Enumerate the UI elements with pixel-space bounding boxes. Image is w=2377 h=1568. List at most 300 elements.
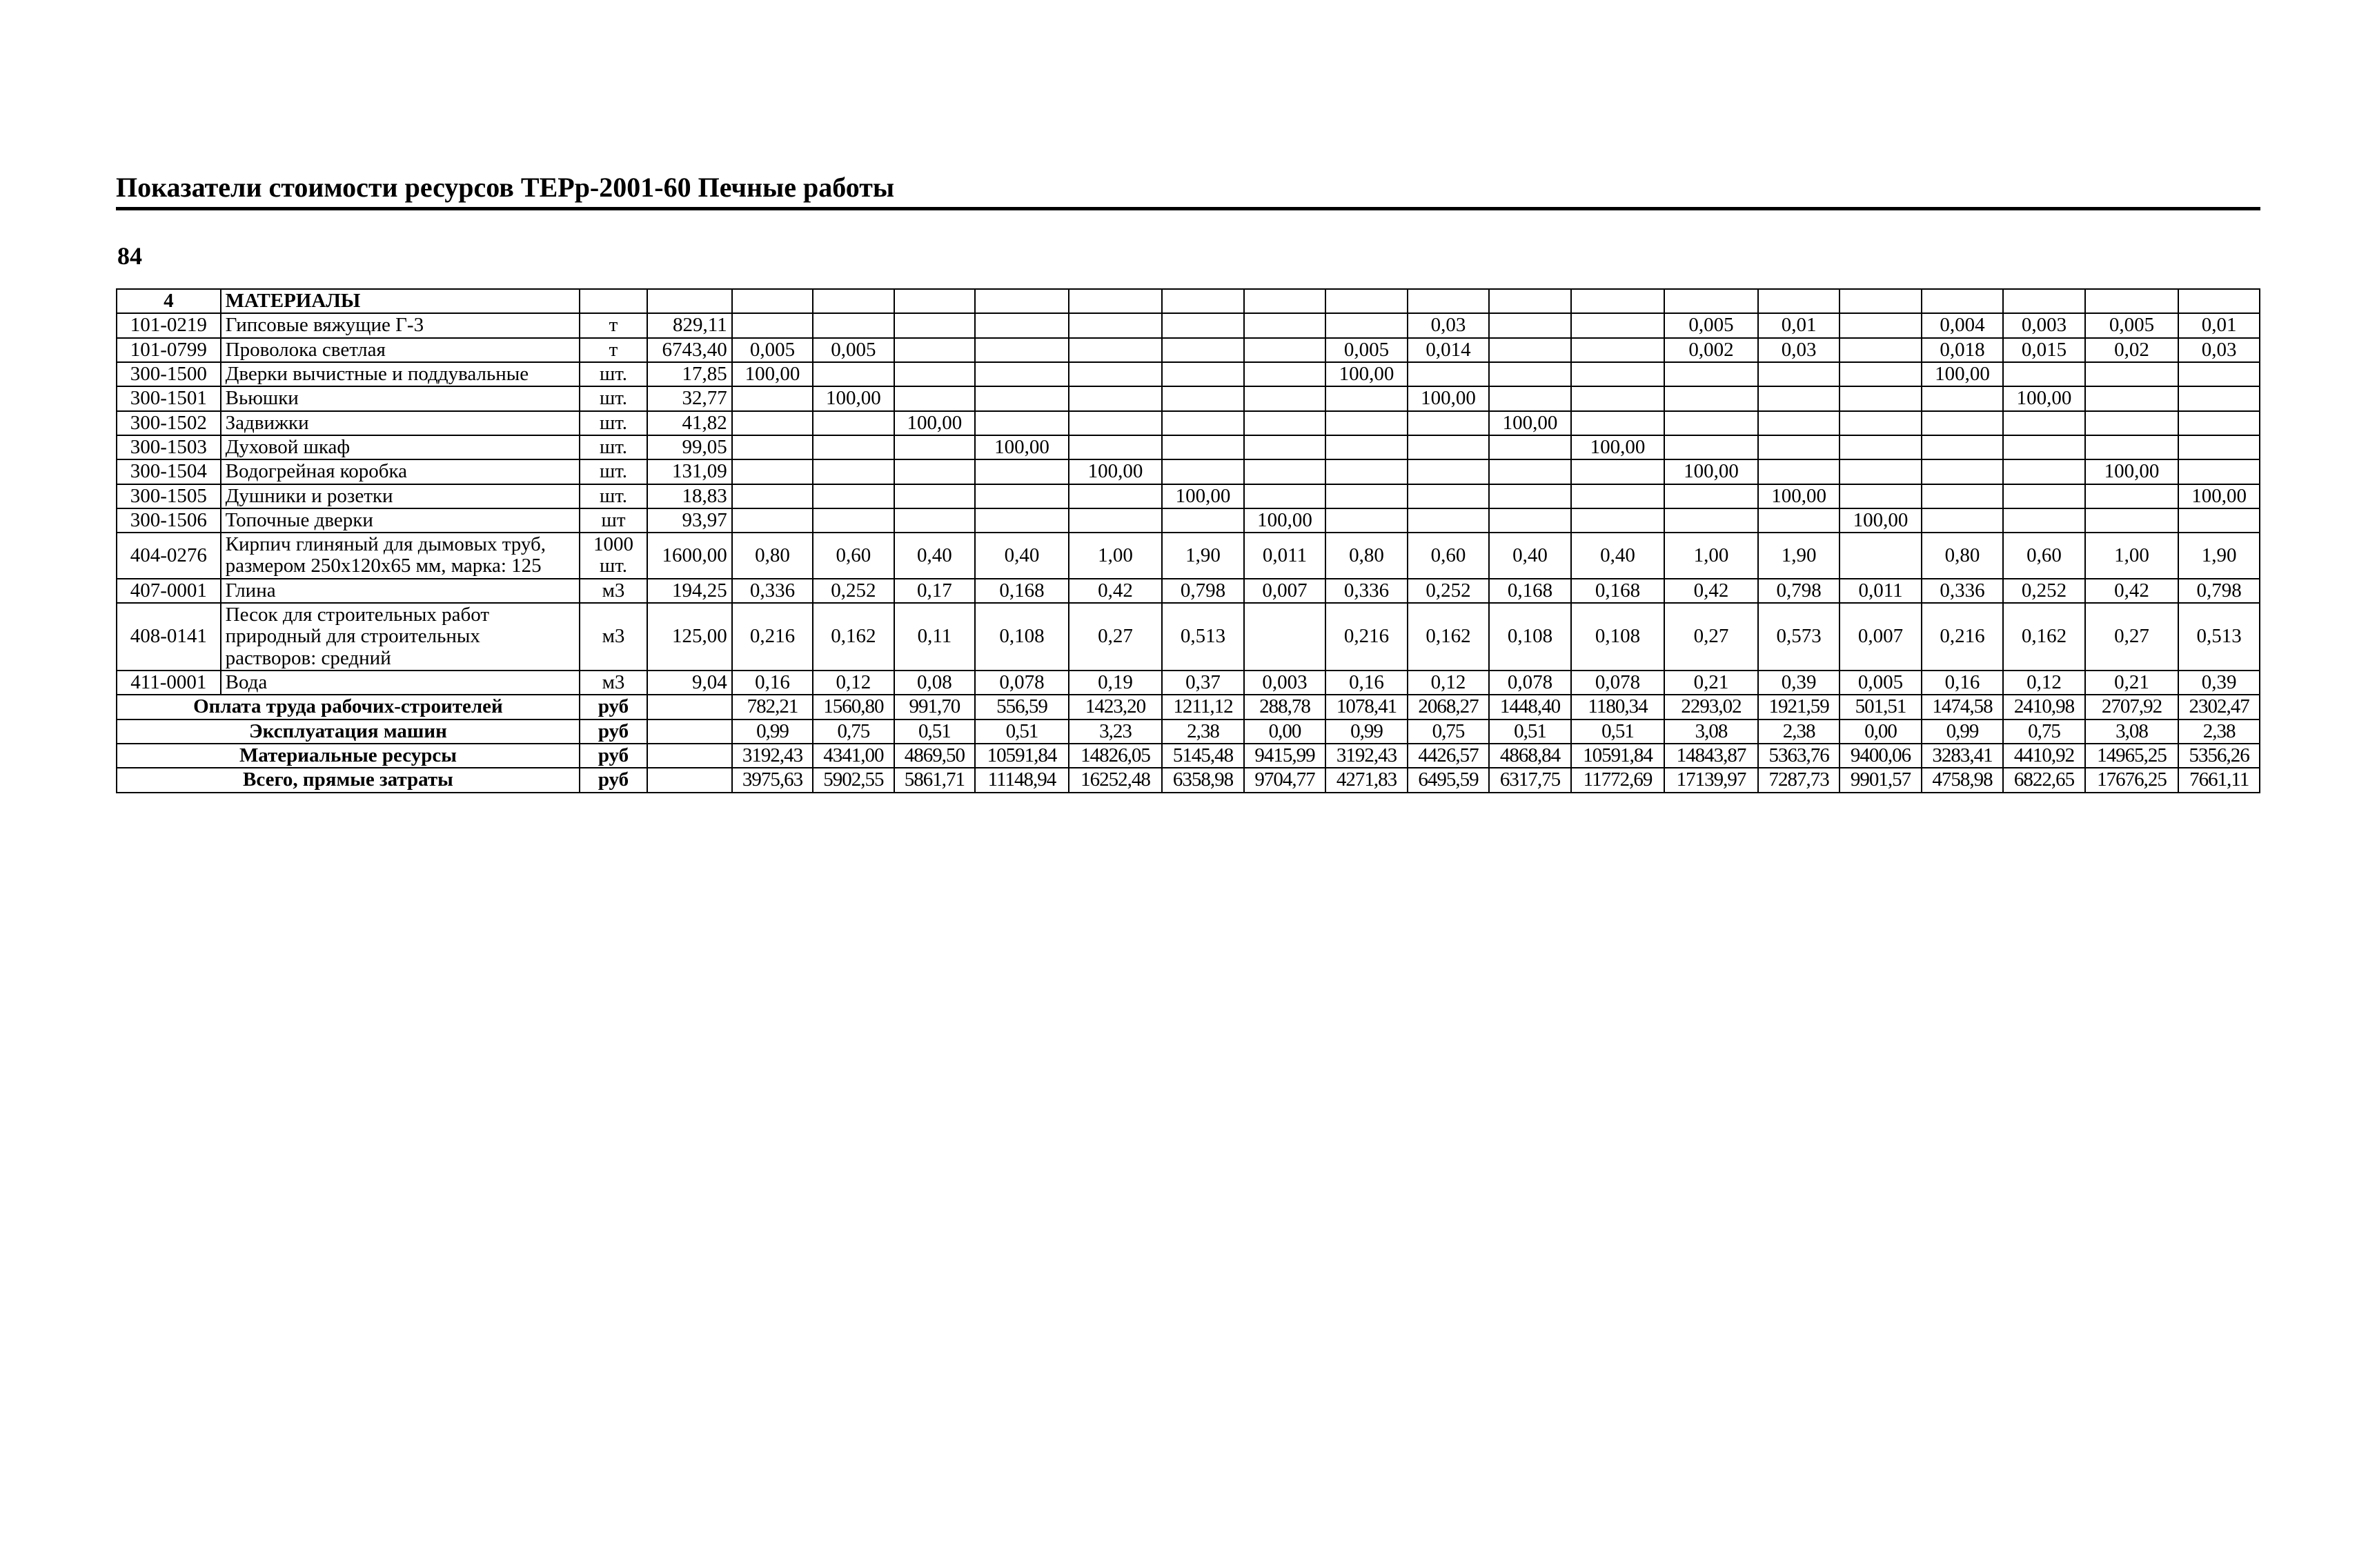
totals-value: 0,51 [975, 720, 1069, 744]
norm-value: 0,003 [1244, 671, 1325, 695]
totals-unit: руб [580, 720, 647, 744]
norm-value [975, 508, 1069, 533]
norm-value: 0,252 [813, 579, 894, 603]
totals-value: 7287,73 [1758, 768, 1840, 792]
norm-value: 100,00 [1922, 362, 2003, 386]
norm-value [1664, 386, 1758, 410]
totals-value: 10591,84 [1571, 744, 1665, 768]
norm-value [1571, 459, 1665, 484]
norm-value [1244, 338, 1325, 362]
norm-value: 0,03 [2178, 338, 2260, 362]
norm-value: 0,162 [1408, 603, 1489, 671]
totals-value: 288,78 [1244, 695, 1325, 719]
norm-value [1489, 362, 1570, 386]
norm-value [2178, 435, 2260, 459]
resource-unit: шт. [580, 484, 647, 508]
totals-value: 1180,34 [1571, 695, 1665, 719]
norm-value [1244, 435, 1325, 459]
totals-value: 0,51 [894, 720, 975, 744]
totals-value: 5861,71 [894, 768, 975, 792]
norm-value [1408, 362, 1489, 386]
norm-value [1489, 508, 1570, 533]
norm-value: 0,21 [2085, 671, 2179, 695]
norm-value: 100,00 [1571, 435, 1665, 459]
norm-value: 0,014 [1408, 338, 1489, 362]
resource-cost-table [116, 288, 2260, 793]
norm-value [1489, 338, 1570, 362]
norm-value: 0,40 [1571, 533, 1665, 579]
norm-value: 0,005 [2085, 313, 2179, 337]
table-body [117, 289, 2260, 793]
norm-value: 0,40 [894, 533, 975, 579]
norm-value: 0,798 [2178, 579, 2260, 603]
norm-value: 0,252 [1408, 579, 1489, 603]
norm-value: 0,216 [1325, 603, 1407, 671]
resource-code: 404-0276 [117, 533, 221, 579]
norm-value: 100,00 [813, 386, 894, 410]
norm-value [813, 459, 894, 484]
totals-value: 4271,83 [1325, 768, 1407, 792]
norm-value: 0,40 [975, 533, 1069, 579]
norm-value: 0,216 [1922, 603, 2003, 671]
resource-name: Топочные дверки [221, 508, 580, 533]
norm-value: 100,00 [1069, 459, 1163, 484]
totals-value: 14965,25 [2085, 744, 2179, 768]
norm-value [1162, 508, 1243, 533]
table-row [117, 386, 2260, 410]
norm-value: 0,015 [2003, 338, 2084, 362]
totals-value: 9415,99 [1244, 744, 1325, 768]
norm-value: 0,40 [1489, 533, 1570, 579]
norm-value: 100,00 [1325, 362, 1407, 386]
resource-code: 300-1506 [117, 508, 221, 533]
norm-value [2178, 459, 2260, 484]
totals-unit: руб [580, 695, 647, 719]
totals-value: 3,08 [1664, 720, 1758, 744]
norm-value [1325, 313, 1407, 337]
norm-value [1840, 533, 1921, 579]
norm-value [1408, 484, 1489, 508]
norm-value [975, 386, 1069, 410]
norm-value: 100,00 [732, 362, 813, 386]
totals-value: 0,75 [1408, 720, 1489, 744]
norm-value [1325, 435, 1407, 459]
totals-label: Материальные ресурсы [117, 744, 580, 768]
resource-code: 300-1500 [117, 362, 221, 386]
totals-value: 4426,57 [1408, 744, 1489, 768]
totals-value: 16252,48 [1069, 768, 1163, 792]
norm-value: 0,004 [1922, 313, 2003, 337]
norm-value: 0,80 [1922, 533, 2003, 579]
totals-label: Всего, прямые затраты [117, 768, 580, 792]
norm-value: 0,60 [1408, 533, 1489, 579]
totals-value: 0,99 [732, 720, 813, 744]
totals-value: 5902,55 [813, 768, 894, 792]
norm-value: 0,42 [1069, 579, 1163, 603]
norm-value [1664, 362, 1758, 386]
norm-value: 0,108 [975, 603, 1069, 671]
norm-value [813, 313, 894, 337]
norm-value: 100,00 [1758, 484, 1840, 508]
norm-value [975, 313, 1069, 337]
norm-value: 0,336 [732, 579, 813, 603]
norm-value [1244, 603, 1325, 671]
totals-value: 4868,84 [1489, 744, 1570, 768]
norm-value: 100,00 [2085, 459, 2179, 484]
norm-value: 0,03 [1758, 338, 1840, 362]
norm-value: 0,168 [1489, 579, 1570, 603]
norm-value [1325, 411, 1407, 435]
totals-value: 6822,65 [2003, 768, 2084, 792]
norm-value [2178, 362, 2260, 386]
norm-value [1244, 411, 1325, 435]
norm-value [1840, 435, 1921, 459]
norm-value: 0,03 [1408, 313, 1489, 337]
norm-value [1489, 313, 1570, 337]
totals-value: 7661,11 [2178, 768, 2260, 792]
norm-value: 0,108 [1571, 603, 1665, 671]
totals-row [117, 744, 2260, 768]
norm-value: 1,90 [1758, 533, 1840, 579]
norm-value: 0,007 [1840, 603, 1921, 671]
norm-value: 0,018 [1922, 338, 2003, 362]
norm-value: 0,08 [894, 671, 975, 695]
totals-row [117, 720, 2260, 744]
norm-value: 100,00 [1489, 411, 1570, 435]
norm-value [2003, 459, 2084, 484]
norm-value: 0,01 [1758, 313, 1840, 337]
totals-value: 1423,20 [1069, 695, 1163, 719]
totals-empty-price [647, 744, 732, 768]
norm-value [1571, 508, 1665, 533]
totals-value: 556,59 [975, 695, 1069, 719]
norm-value [894, 435, 975, 459]
norm-value [2085, 435, 2179, 459]
norm-value [975, 411, 1069, 435]
totals-value: 1474,58 [1922, 695, 2003, 719]
norm-value: 0,078 [1489, 671, 1570, 695]
norm-value: 100,00 [1162, 484, 1243, 508]
norm-value [732, 459, 813, 484]
norm-value [1489, 484, 1570, 508]
resource-name: Вьюшки [221, 386, 580, 410]
norm-value [1571, 362, 1665, 386]
norm-value [1489, 435, 1570, 459]
totals-value: 4758,98 [1922, 768, 2003, 792]
totals-value: 3192,43 [1325, 744, 1407, 768]
norm-value [1758, 411, 1840, 435]
norm-value: 1,90 [1162, 533, 1243, 579]
norm-value: 0,005 [1325, 338, 1407, 362]
norm-value [894, 459, 975, 484]
norm-value: 0,60 [2003, 533, 2084, 579]
resource-price: 9,04 [647, 671, 732, 695]
table-row [117, 603, 2260, 671]
norm-value [1758, 362, 1840, 386]
norm-value [1571, 484, 1665, 508]
resource-name: Проволока светлая [221, 338, 580, 362]
norm-value [1840, 338, 1921, 362]
norm-value: 0,17 [894, 579, 975, 603]
norm-value [813, 362, 894, 386]
norm-value [1840, 411, 1921, 435]
norm-value [1489, 459, 1570, 484]
norm-value [2085, 508, 2179, 533]
totals-value: 2302,47 [2178, 695, 2260, 719]
totals-value: 9400,06 [1840, 744, 1921, 768]
resource-name: Песок для строительных работ природный для строительных растворов: средний [221, 603, 580, 671]
norm-value [1408, 435, 1489, 459]
resource-price: 829,11 [647, 313, 732, 337]
norm-value: 0,005 [1664, 313, 1758, 337]
table-row [117, 508, 2260, 533]
norm-value [1408, 411, 1489, 435]
resource-unit: м3 [580, 671, 647, 695]
norm-value: 0,39 [2178, 671, 2260, 695]
norm-value [975, 459, 1069, 484]
totals-value: 0,75 [813, 720, 894, 744]
resource-name: Глина [221, 579, 580, 603]
norm-value: 0,01 [2178, 313, 2260, 337]
norm-value: 0,12 [813, 671, 894, 695]
totals-value: 1078,41 [1325, 695, 1407, 719]
norm-value [1840, 484, 1921, 508]
resource-unit: шт [580, 508, 647, 533]
totals-value: 501,51 [1840, 695, 1921, 719]
totals-label: Эксплуатация машин [117, 720, 580, 744]
table-row [117, 362, 2260, 386]
resource-unit: шт. [580, 435, 647, 459]
resource-code: 300-1503 [117, 435, 221, 459]
resource-price: 6743,40 [647, 338, 732, 362]
totals-value: 0,51 [1489, 720, 1570, 744]
resource-unit: 1000 шт. [580, 533, 647, 579]
norm-value [1571, 313, 1665, 337]
resource-code: 300-1502 [117, 411, 221, 435]
norm-value [2085, 484, 2179, 508]
norm-value: 100,00 [2178, 484, 2260, 508]
totals-value: 14843,87 [1664, 744, 1758, 768]
totals-value: 2,38 [1758, 720, 1840, 744]
norm-value [1162, 362, 1243, 386]
totals-value: 0,51 [1571, 720, 1665, 744]
resource-code: 411-0001 [117, 671, 221, 695]
norm-value [1489, 386, 1570, 410]
norm-value [1325, 484, 1407, 508]
resource-name: Водогрейная коробка [221, 459, 580, 484]
resource-name: Кирпич глиняный для дымовых труб, размером 250x120x65 мм, марка: 125 [221, 533, 580, 579]
norm-value [1069, 338, 1163, 362]
totals-value: 4869,50 [894, 744, 975, 768]
resource-unit: м3 [580, 579, 647, 603]
resource-price: 131,09 [647, 459, 732, 484]
norm-value: 0,27 [1664, 603, 1758, 671]
totals-value: 5145,48 [1162, 744, 1243, 768]
norm-value [732, 313, 813, 337]
norm-value [2003, 362, 2084, 386]
totals-value: 0,99 [1922, 720, 2003, 744]
norm-value [1069, 386, 1163, 410]
norm-value: 0,252 [2003, 579, 2084, 603]
norm-value: 0,80 [732, 533, 813, 579]
norm-value [1758, 508, 1840, 533]
totals-value: 3,08 [2085, 720, 2179, 744]
resource-code: 408-0141 [117, 603, 221, 671]
totals-value: 1921,59 [1758, 695, 1840, 719]
norm-value [1922, 411, 2003, 435]
totals-row [117, 695, 2260, 719]
norm-value [2178, 508, 2260, 533]
norm-value [1664, 411, 1758, 435]
norm-value: 0,336 [1325, 579, 1407, 603]
norm-value [1244, 484, 1325, 508]
resource-code: 101-0219 [117, 313, 221, 337]
norm-value [1922, 484, 2003, 508]
resource-code: 101-0799 [117, 338, 221, 362]
resource-name: Гипсовые вяжущие Г-3 [221, 313, 580, 337]
norm-value [732, 435, 813, 459]
norm-value [894, 484, 975, 508]
norm-value: 0,005 [813, 338, 894, 362]
totals-value: 3192,43 [732, 744, 813, 768]
section-row [117, 289, 2260, 313]
totals-value: 0,75 [2003, 720, 2084, 744]
resource-name: Задвижки [221, 411, 580, 435]
page-header-title: Показатели стоимости ресурсов ТЕРр-2001-60 Печные работы [116, 172, 895, 203]
table-row [117, 435, 2260, 459]
norm-value: 100,00 [894, 411, 975, 435]
header-divider [116, 207, 2260, 210]
norm-value [975, 484, 1069, 508]
totals-value: 9901,57 [1840, 768, 1921, 792]
norm-value: 0,12 [2003, 671, 2084, 695]
norm-value [2003, 508, 2084, 533]
totals-value: 0,99 [1325, 720, 1407, 744]
norm-value [2003, 484, 2084, 508]
resource-unit: шт. [580, 362, 647, 386]
resource-price: 18,83 [647, 484, 732, 508]
totals-value: 2293,02 [1664, 695, 1758, 719]
norm-value [1840, 313, 1921, 337]
norm-value: 0,216 [732, 603, 813, 671]
norm-value [1069, 362, 1163, 386]
totals-value: 2410,98 [2003, 695, 2084, 719]
resource-unit: м3 [580, 603, 647, 671]
norm-value: 0,513 [2178, 603, 2260, 671]
norm-value: 0,162 [2003, 603, 2084, 671]
norm-value [1571, 411, 1665, 435]
norm-value: 0,21 [1664, 671, 1758, 695]
norm-value [1325, 508, 1407, 533]
totals-value: 11148,94 [975, 768, 1069, 792]
norm-value [1069, 484, 1163, 508]
norm-value: 0,42 [1664, 579, 1758, 603]
norm-value: 0,39 [1758, 671, 1840, 695]
totals-value: 3,23 [1069, 720, 1163, 744]
norm-value [2003, 411, 2084, 435]
norm-value: 100,00 [975, 435, 1069, 459]
norm-value: 0,005 [1840, 671, 1921, 695]
norm-value [1571, 386, 1665, 410]
totals-value: 2,38 [1162, 720, 1243, 744]
totals-value: 0,00 [1840, 720, 1921, 744]
totals-value: 1560,80 [813, 695, 894, 719]
table-row [117, 533, 2260, 579]
totals-value: 3283,41 [1922, 744, 2003, 768]
norm-value [813, 508, 894, 533]
norm-value: 0,011 [1244, 533, 1325, 579]
totals-value: 6358,98 [1162, 768, 1243, 792]
totals-value: 0,00 [1244, 720, 1325, 744]
table-row [117, 671, 2260, 695]
norm-value [732, 411, 813, 435]
norm-value: 100,00 [1244, 508, 1325, 533]
norm-value [2003, 435, 2084, 459]
norm-value: 100,00 [1408, 386, 1489, 410]
totals-value: 9704,77 [1244, 768, 1325, 792]
norm-value: 0,16 [1922, 671, 2003, 695]
totals-value: 17676,25 [2085, 768, 2179, 792]
norm-value [2085, 411, 2179, 435]
norm-value [894, 362, 975, 386]
norm-value: 0,798 [1162, 579, 1243, 603]
resource-price: 125,00 [647, 603, 732, 671]
resource-name: Душники и розетки [221, 484, 580, 508]
totals-value: 11772,69 [1571, 768, 1665, 792]
section-title: МАТЕРИАЛЫ [221, 289, 580, 313]
resource-price: 194,25 [647, 579, 732, 603]
norm-value [1664, 508, 1758, 533]
totals-value: 4341,00 [813, 744, 894, 768]
totals-value: 6317,75 [1489, 768, 1570, 792]
norm-value: 0,12 [1408, 671, 1489, 695]
norm-value [1069, 411, 1163, 435]
norm-value: 0,19 [1069, 671, 1163, 695]
norm-value [813, 435, 894, 459]
norm-value: 0,16 [1325, 671, 1407, 695]
norm-value [1664, 435, 1758, 459]
norm-value: 0,003 [2003, 313, 2084, 337]
norm-value [1162, 386, 1243, 410]
norm-value [1922, 508, 2003, 533]
norm-value: 1,00 [1069, 533, 1163, 579]
resource-name: Вода [221, 671, 580, 695]
norm-value [2178, 386, 2260, 410]
resource-unit: шт. [580, 411, 647, 435]
totals-empty-price [647, 695, 732, 719]
totals-label: Оплата труда рабочих-строителей [117, 695, 580, 719]
norm-value [1758, 435, 1840, 459]
norm-value [2085, 386, 2179, 410]
norm-value [894, 338, 975, 362]
totals-value: 6495,59 [1408, 768, 1489, 792]
norm-value: 0,37 [1162, 671, 1243, 695]
resource-unit: т [580, 313, 647, 337]
table-row [117, 459, 2260, 484]
norm-value [975, 338, 1069, 362]
norm-value [2178, 411, 2260, 435]
norm-value: 100,00 [1664, 459, 1758, 484]
norm-value: 0,80 [1325, 533, 1407, 579]
norm-value [1840, 386, 1921, 410]
norm-value [732, 484, 813, 508]
norm-value: 1,00 [2085, 533, 2179, 579]
norm-value: 0,336 [1922, 579, 2003, 603]
norm-value [1922, 459, 2003, 484]
norm-value [732, 386, 813, 410]
totals-row [117, 768, 2260, 792]
norm-value: 0,002 [1664, 338, 1758, 362]
